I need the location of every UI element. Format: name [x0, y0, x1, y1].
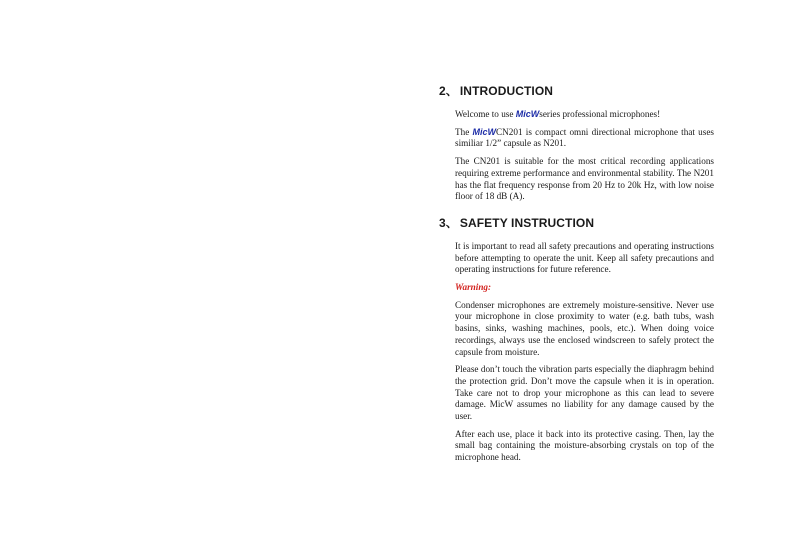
brand-name: MicW: [472, 126, 497, 137]
cn201-paragraph: [455, 127, 714, 150]
cn201-text-before: The: [455, 126, 473, 137]
cn201-text-after: CN201 is compact omni directional microphone that uses similiar 1/2” capsule as N201.: [455, 126, 714, 149]
section-heading-introduction: [439, 82, 714, 99]
section-number: 2、: [439, 84, 458, 98]
welcome-paragraph: [455, 109, 714, 121]
moisture-paragraph: Condenser microphones are extremely moisture-sensitive. Never use your microphone in close proximity to water (e.g. bath tubs, wash basins, sinks, washing machines, pools, etc.). When doing voice recordings, always use the enclosed windscreen to safely protect the capsule from moisture.: [455, 299, 714, 357]
welcome-text-before: Welcome to use: [455, 109, 516, 119]
text-column: [439, 82, 714, 470]
vibration-paragraph: Please don’t touch the vibration parts especially the diaphragm behind the protection grid. Don’t move the capsule when it is in operation. Take care not to drop your microphone as this can lead to severe damage. MicW assumes no liability for any damage caused by the user.: [455, 364, 714, 422]
section-introduction: [439, 82, 714, 203]
safety-intro-paragraph: It is important to read all safety precautions and operating instructions before attempting to operate the unit. Keep all safety precautions and operating instructions for future reference.: [455, 240, 714, 275]
warning-label: Warning:: [455, 282, 492, 293]
section-heading-safety: [439, 214, 714, 231]
section-title: INTRODUCTION: [459, 84, 554, 98]
section-safety-instruction: [439, 214, 714, 464]
section-number: 3、: [439, 215, 458, 230]
welcome-text-after: series professional microphones!: [539, 109, 661, 119]
section-title: SAFETY INSTRUCTION: [459, 215, 595, 230]
after-use-paragraph: After each use, place it back into its protective casing. Then, lay the small bag containing the moisture-absorbing crystals on top of the microphone head.: [455, 428, 714, 463]
suitable-paragraph: The CN201 is suitable for the most critical recording applications requiring extreme performance and environmental stability. The N201 has the flat frequency response from 20 Hz to 20k Hz, with low noise floor of 18 dB (A).: [455, 156, 714, 202]
brand-name: MicW: [515, 109, 540, 119]
